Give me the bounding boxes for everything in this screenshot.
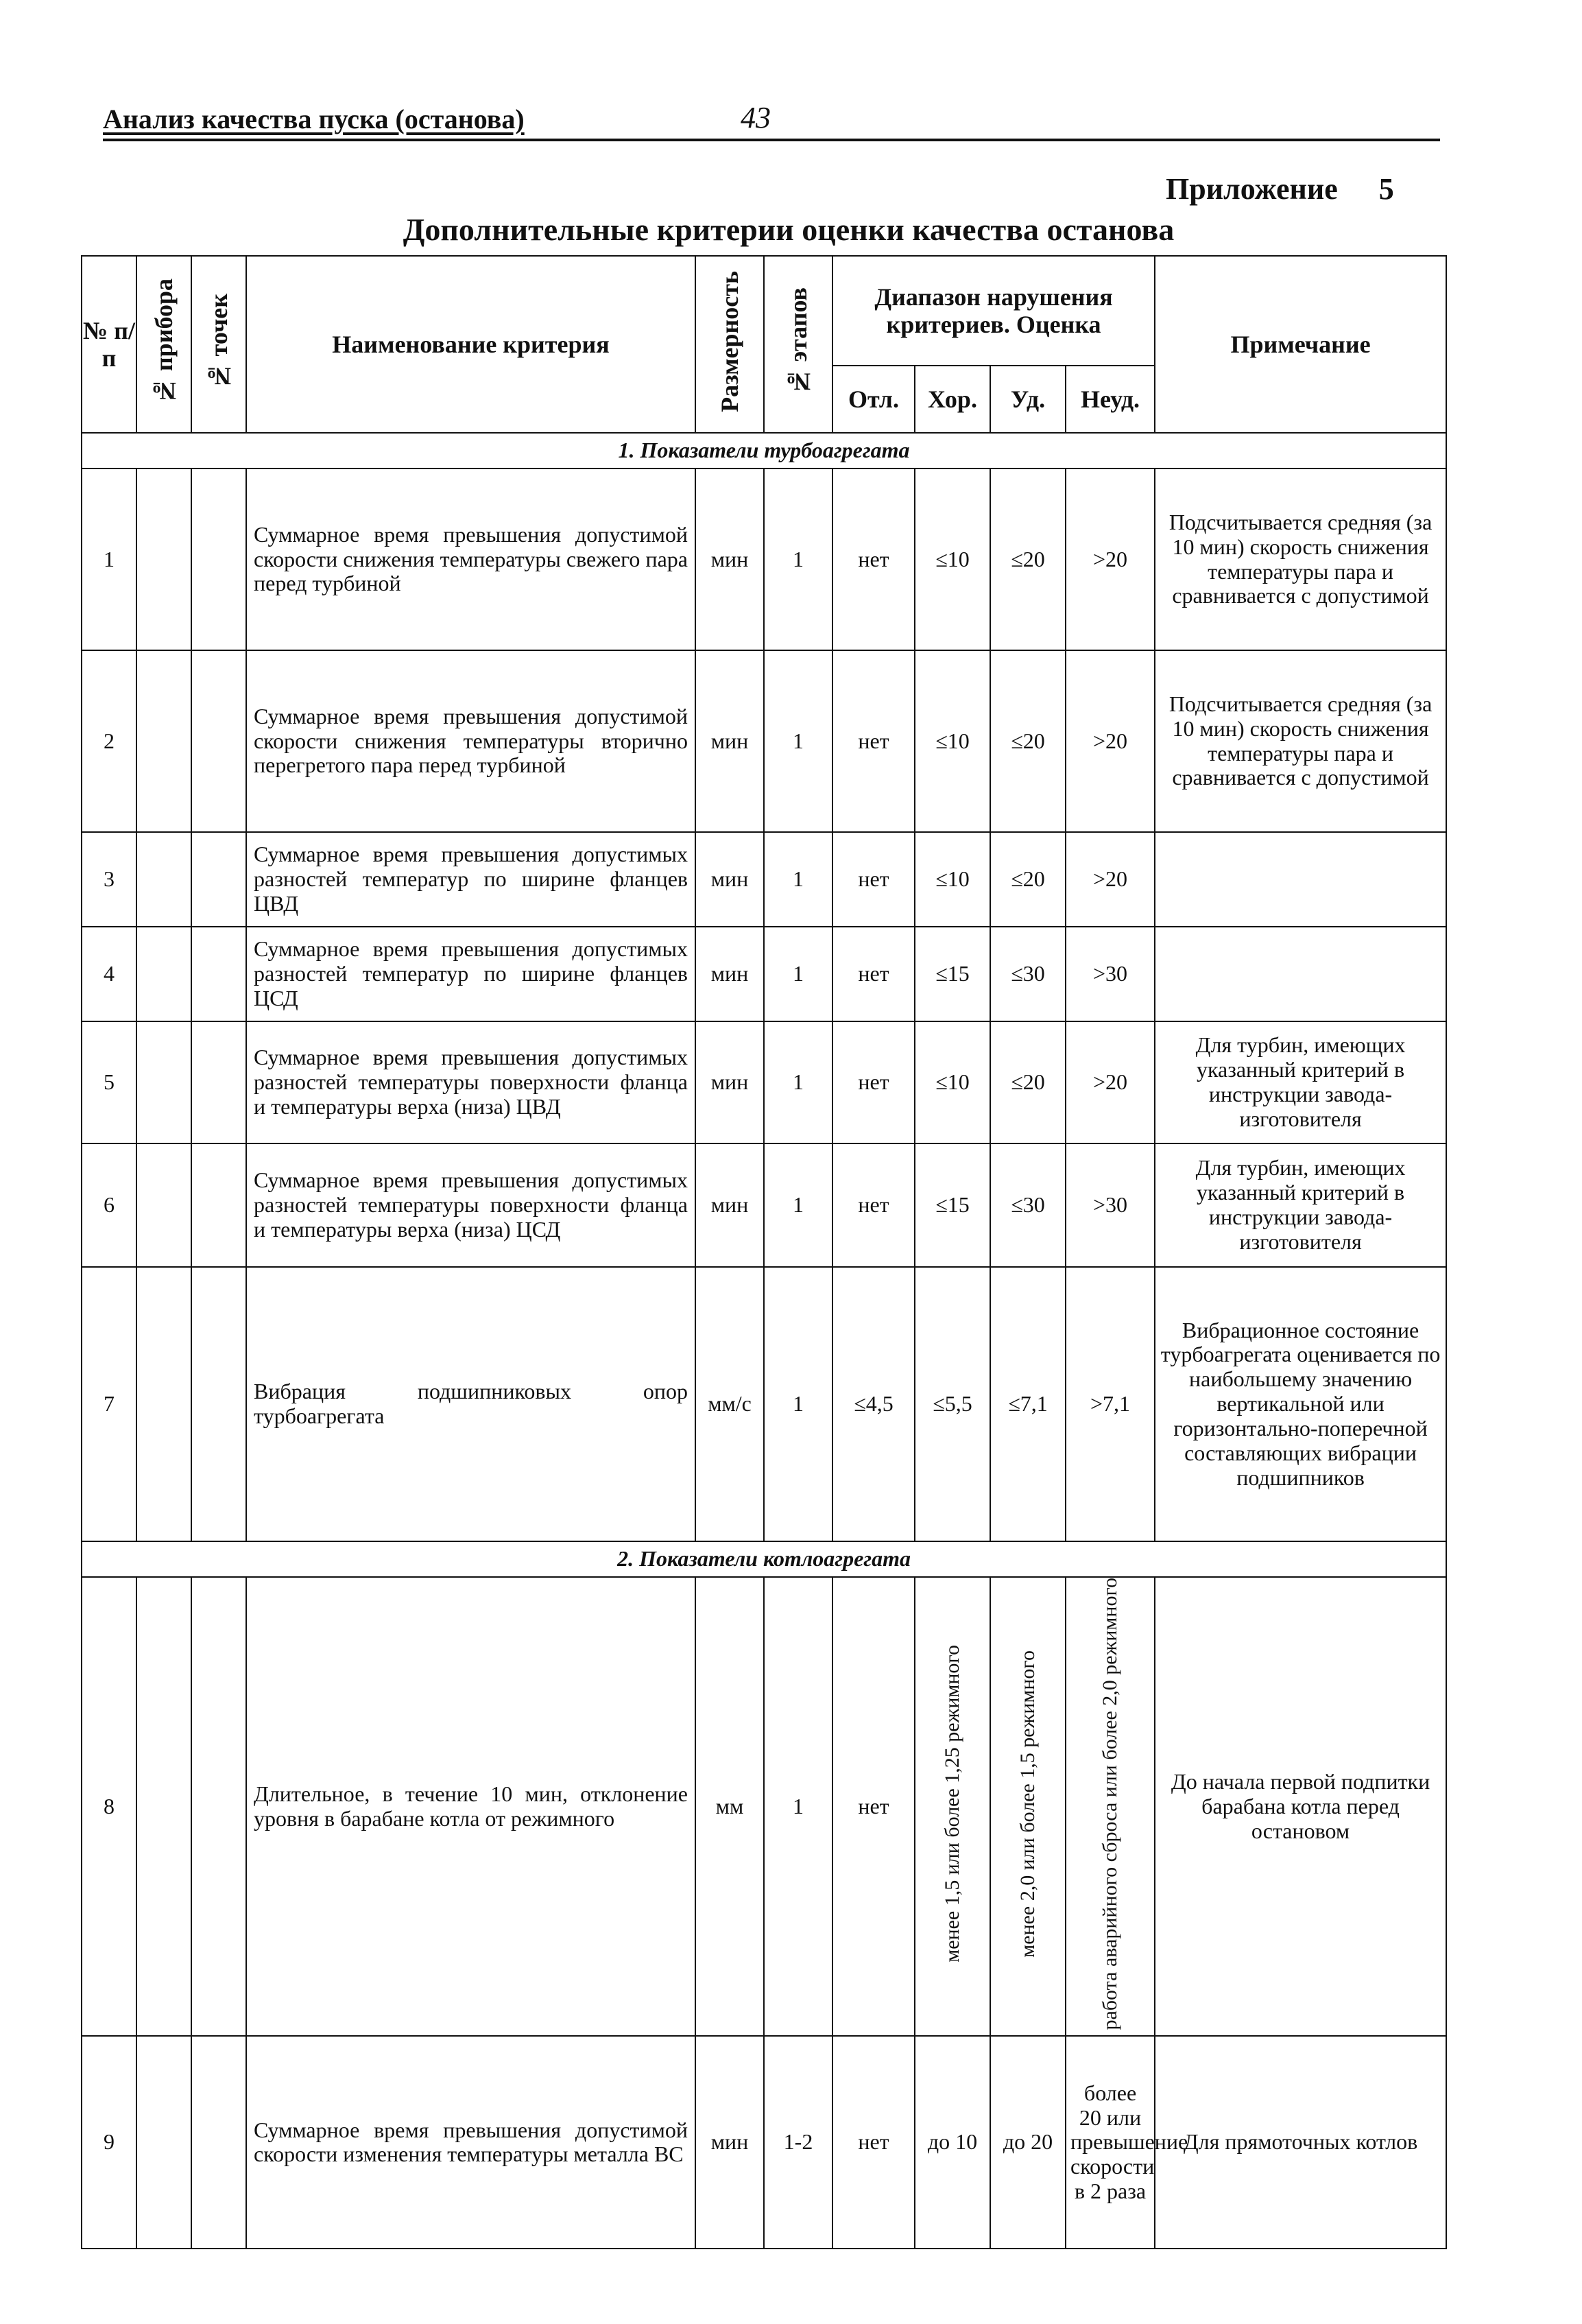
unsatisfactory-cell: работа аварийного сброса или более 2,0 режимного — [1066, 1577, 1155, 2036]
criterion-name: Вибрация подшипниковых опор турбоагрегата — [246, 1267, 695, 1541]
col-header-satisfactory: Уд. — [990, 366, 1066, 433]
excellent-cell: нет — [832, 2036, 915, 2249]
unit-cell: мм/с — [695, 1267, 764, 1541]
criteria-table — [81, 255, 1447, 2249]
satisfactory-cell: ≤30 — [990, 1143, 1066, 1267]
row-num: 3 — [82, 832, 136, 927]
table-row — [82, 1267, 1446, 1541]
excellent-cell: ≤4,5 — [832, 1267, 915, 1541]
row-num: 2 — [82, 650, 136, 832]
satisfactory-cell: менее 2,0 или более 1,5 режимного — [990, 1577, 1066, 2036]
stages-cell: 1 — [764, 650, 832, 832]
unsatisfactory-cell: >30 — [1066, 1143, 1155, 1267]
good-cell: менее 1,5 или более 1,25 режимного — [915, 1577, 990, 2036]
col-header-good: Хор. — [915, 366, 990, 433]
unit-cell: мин — [695, 469, 764, 650]
criterion-name: Суммарное время превышения допустимых разностей температуры поверхности фланца и температуры верха (низа) ЦВД — [246, 1021, 695, 1143]
note-cell: Для прямоточных котлов — [1155, 2036, 1446, 2249]
note-cell: Подсчитывается средняя (за 10 мин) скорость снижения температуры пара и сравнивается с допустимой — [1155, 469, 1446, 650]
row-num: 9 — [82, 2036, 136, 2249]
points-cell — [191, 832, 246, 927]
unit-cell: мин — [695, 1143, 764, 1267]
good-cell: ≤15 — [915, 927, 990, 1021]
satisfactory-cell: ≤30 — [990, 927, 1066, 1021]
satisfactory-cell: до 20 — [990, 2036, 1066, 2249]
col-header-points: № точек — [191, 256, 246, 433]
stages-cell: 1 — [764, 1577, 832, 2036]
satisfactory-cell: ≤20 — [990, 469, 1066, 650]
points-cell — [191, 1577, 246, 2036]
col-header-stages: № этапов — [764, 256, 832, 433]
points-cell — [191, 650, 246, 832]
good-cell: ≤10 — [915, 469, 990, 650]
device-cell — [136, 469, 191, 650]
section-title: 2. Показатели котлоагрегата — [82, 1541, 1446, 1577]
device-cell — [136, 1267, 191, 1541]
col-header-unit: Размерность — [695, 256, 764, 433]
table-row — [82, 1143, 1446, 1267]
unsatisfactory-cell: >20 — [1066, 1021, 1155, 1143]
note-cell: Для турбин, имеющих указанный критерий в инструкции завода-изготовителя — [1155, 1021, 1446, 1143]
table-row — [82, 2036, 1446, 2249]
unsatisfactory-cell: >30 — [1066, 927, 1155, 1021]
col-header-name: Наименование критерия — [246, 256, 695, 433]
header-title: Анализ качества пуска (останова) — [103, 104, 525, 134]
row-num: 1 — [82, 469, 136, 650]
note-cell: Подсчитывается средняя (за 10 мин) скорость снижения температуры пара и сравнивается с допустимой — [1155, 650, 1446, 832]
table-row — [82, 1577, 1446, 2036]
table-row — [82, 1021, 1446, 1143]
device-cell — [136, 650, 191, 832]
points-cell — [191, 2036, 246, 2249]
device-cell — [136, 832, 191, 927]
page-number: 43 — [741, 101, 771, 134]
table-row — [82, 832, 1446, 927]
table-row — [82, 927, 1446, 1021]
criterion-name: Суммарное время превышения допустимых разностей температуры поверхности фланца и температуры верха (низа) ЦСД — [246, 1143, 695, 1267]
excellent-cell: нет — [832, 1143, 915, 1267]
stages-cell: 1 — [764, 1021, 832, 1143]
points-cell — [191, 469, 246, 650]
good-cell: ≤10 — [915, 832, 990, 927]
excellent-cell: нет — [832, 650, 915, 832]
stages-cell: 1 — [764, 832, 832, 927]
row-num: 4 — [82, 927, 136, 1021]
criterion-name: Суммарное время превышения допустимых разностей температур по ширине фланцев ЦСД — [246, 927, 695, 1021]
unsatisfactory-cell: более 20 или превышение скорости в 2 раза — [1066, 2036, 1155, 2249]
stages-cell: 1 — [764, 927, 832, 1021]
unsatisfactory-cell: >7,1 — [1066, 1267, 1155, 1541]
points-cell — [191, 1267, 246, 1541]
points-cell — [191, 1021, 246, 1143]
unit-cell: мин — [695, 2036, 764, 2249]
col-header-num: № п/п — [82, 256, 136, 433]
points-cell — [191, 1143, 246, 1267]
excellent-cell: нет — [832, 1577, 915, 2036]
row-num: 8 — [82, 1577, 136, 2036]
appendix-number: 5 — [1378, 172, 1394, 206]
col-header-unsatisfactory: Неуд. — [1066, 366, 1155, 433]
good-cell: до 10 — [915, 2036, 990, 2249]
unsatisfactory-cell: >20 — [1066, 650, 1155, 832]
criterion-name: Суммарное время превышения допустимой скорости снижения температуры свежего пара перед турбиной — [246, 469, 695, 650]
unit-cell: мм — [695, 1577, 764, 2036]
table-row — [82, 469, 1446, 650]
device-cell — [136, 1021, 191, 1143]
excellent-cell: нет — [832, 927, 915, 1021]
good-cell: ≤15 — [915, 1143, 990, 1267]
points-cell — [191, 927, 246, 1021]
col-header-range: Диапазон нарушения критериев. Оценка — [832, 256, 1155, 366]
good-cell: ≤10 — [915, 650, 990, 832]
section-title: 1. Показатели турбоагрегата — [82, 433, 1446, 469]
device-cell — [136, 1143, 191, 1267]
good-cell: ≤5,5 — [915, 1267, 990, 1541]
appendix-label — [1166, 171, 1394, 206]
criterion-name: Суммарное время превышения допустимой скорости снижения температуры вторично перегретого пара перед турбиной — [246, 650, 695, 832]
device-cell — [136, 2036, 191, 2249]
criterion-name: Суммарное время превышения допустимой скорости изменения температуры металла ВС — [246, 2036, 695, 2249]
excellent-cell: нет — [832, 469, 915, 650]
device-cell — [136, 1577, 191, 2036]
appendix-word: Приложение — [1166, 172, 1338, 206]
excellent-cell: нет — [832, 832, 915, 927]
stages-cell: 1-2 — [764, 2036, 832, 2249]
col-header-device: № прибора — [136, 256, 191, 433]
row-num: 5 — [82, 1021, 136, 1143]
excellent-cell: нет — [832, 1021, 915, 1143]
good-cell: ≤10 — [915, 1021, 990, 1143]
document-title: Дополнительные критерии оценки качества останова — [403, 212, 1175, 247]
note-cell: До начала первой подпитки барабана котла перед остановом — [1155, 1577, 1446, 2036]
unsatisfactory-cell: >20 — [1066, 832, 1155, 927]
note-cell: Для турбин, имеющих указанный критерий в инструкции завода-изготовителя — [1155, 1143, 1446, 1267]
unit-cell: мин — [695, 1021, 764, 1143]
note-cell: Вибрационное состояние турбоагрегата оценивается по наибольшему значению вертикальной или горизонтально-поперечной составляющих вибрации подшипников — [1155, 1267, 1446, 1541]
unit-cell: мин — [695, 927, 764, 1021]
stages-cell: 1 — [764, 1143, 832, 1267]
row-num: 7 — [82, 1267, 136, 1541]
page-header — [103, 103, 1440, 141]
col-header-excellent: Отл. — [832, 366, 915, 433]
criterion-name: Суммарное время превышения допустимых разностей температур по ширине фланцев ЦВД — [246, 832, 695, 927]
satisfactory-cell: ≤20 — [990, 832, 1066, 927]
note-cell — [1155, 927, 1446, 1021]
satisfactory-cell: ≤7,1 — [990, 1267, 1066, 1541]
table-row — [82, 650, 1446, 832]
note-cell — [1155, 832, 1446, 927]
satisfactory-cell: ≤20 — [990, 1021, 1066, 1143]
device-cell — [136, 927, 191, 1021]
unsatisfactory-cell: >20 — [1066, 469, 1155, 650]
row-num: 6 — [82, 1143, 136, 1267]
satisfactory-cell: ≤20 — [990, 650, 1066, 832]
stages-cell: 1 — [764, 1267, 832, 1541]
stages-cell: 1 — [764, 469, 832, 650]
criterion-name: Длительное, в течение 10 мин, отклонение уровня в барабане котла от режимного — [246, 1577, 695, 2036]
unit-cell: мин — [695, 832, 764, 927]
col-header-note: Примечание — [1155, 256, 1446, 433]
unit-cell: мин — [695, 650, 764, 832]
